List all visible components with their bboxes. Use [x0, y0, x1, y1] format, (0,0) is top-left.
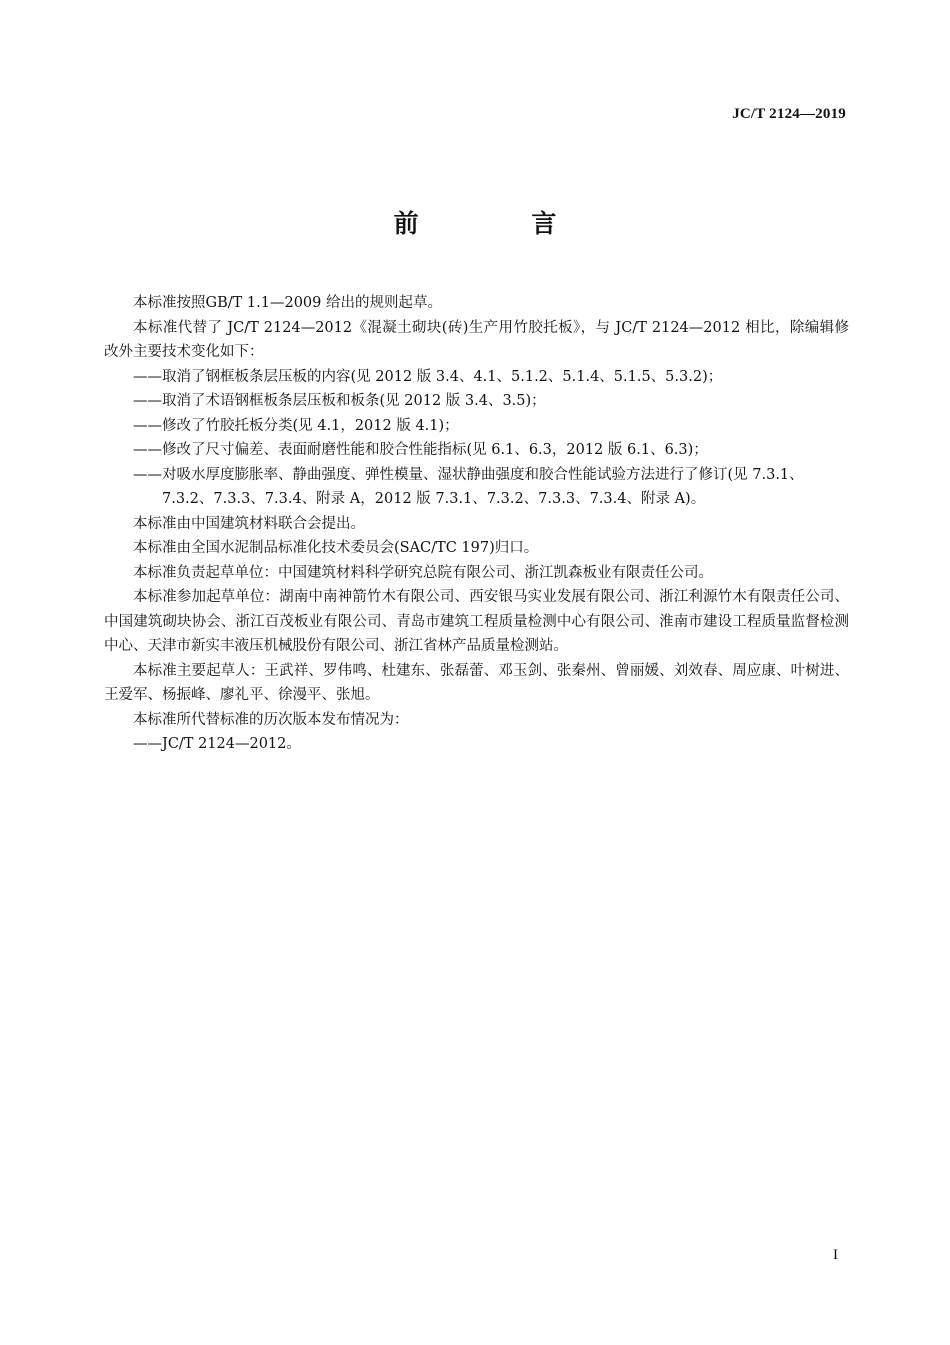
paragraph-replacement: 本标准代替了 JC/T 2124—2012《混凝土砌块(砖)生产用竹胶托板》，与 JC/T 2124—2012 相比，除编辑修改外主要技术变化如下：	[104, 319, 849, 360]
change-item: ——取消了钢框板条层压板的内容(见 2012 版 3.4、4.1、5.1.2、5.1.4、5.1.5、5.3.2)；	[133, 368, 723, 385]
change-item: ——修改了竹胶托板分类(见 4.1，2012 版 4.1)；	[133, 417, 459, 434]
foreword-body	[104, 291, 849, 757]
previous-version-item: ——JC/T 2124—2012。	[133, 736, 301, 752]
paragraph-committee: 本标准由全国水泥制品标准化技术委员会(SAC/TC 197)归口。	[133, 540, 539, 556]
change-item: ——对吸水厚度膨胀率、静曲强度、弹性模量、湿状静曲强度和胶合性能试验方法进行了修订(见 7.3.1、7.3.2、7.3.3、7.3.4、附录 A，2012 版 7.3.1、7.3.2、7.3.3、7.3.4、附录 A)。	[133, 466, 804, 507]
paragraph-main-authors: 本标准主要起草人：王武祥、罗伟鸣、杜建东、张磊蕾、邓玉剑、张秦州、曾丽媛、刘效春、周应康、叶树进、王爱军、杨振峰、廖礼平、徐漫平、张旭。	[104, 662, 849, 703]
paragraph-proposer: 本标准由中国建筑材料联合会提出。	[133, 515, 365, 532]
page-number: I	[833, 1247, 838, 1263]
paragraph-lead-drafters: 本标准负责起草单位：中国建筑材料科学研究总院有限公司、浙江凯森板业有限责任公司。	[133, 564, 713, 581]
paragraph-previous-versions-intro: 本标准所代替标准的历次版本发布情况为：	[133, 711, 409, 728]
page-title: 前 言	[393, 209, 609, 238]
paragraph-participating-drafters: 本标准参加起草单位：湖南中南神箭竹木有限公司、西安银马实业发展有限公司、浙江利源竹木有限责任公司、中国建筑砌块协会、浙江百茂板业有限公司、青岛市建筑工程质量检测中心有限公司、淮南市建设工程质量监督检测中心、天津市新实丰液压机械股份有限公司、浙江省林产品质量检测站。	[104, 589, 849, 654]
paragraph-drafting-rules: 本标准按照GB/T 1.1—2009 给出的规则起草。	[133, 295, 442, 311]
standard-code-header: JC/T 2124—2019	[732, 106, 846, 122]
change-item: ——修改了尺寸偏差、表面耐磨性能和胶合性能指标(见 6.1、6.3，2012 版 6.1、6.3)；	[133, 442, 708, 458]
change-item: ——取消了术语钢框板条层压板和板条(见 2012 版 3.4、3.5)；	[133, 393, 546, 409]
